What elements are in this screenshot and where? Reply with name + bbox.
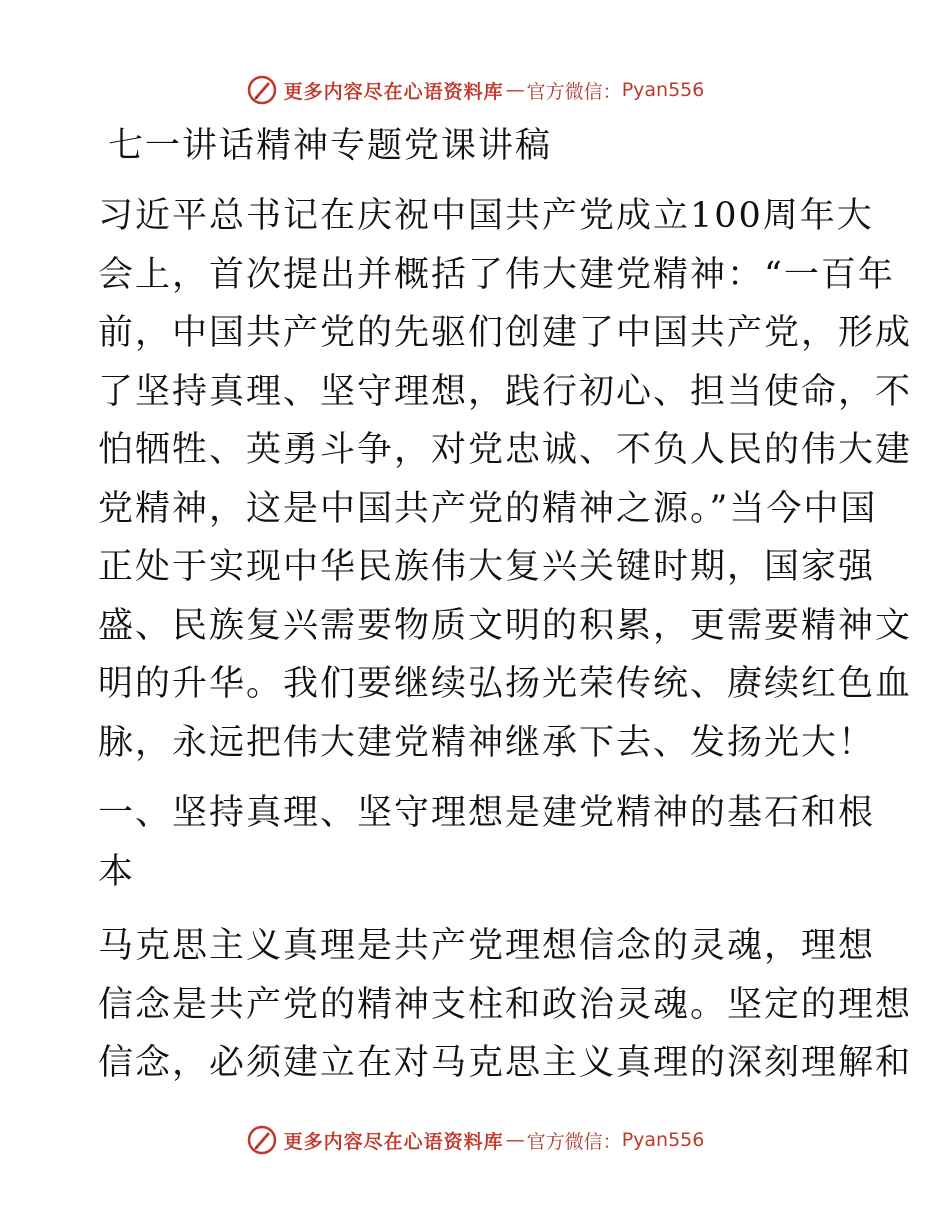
paragraph-line: 马克思主义真理是共产党理想信念的灵魂，理想 [98, 926, 876, 966]
watermark-site-text: 更多内容尽在心语资料库 [283, 80, 504, 103]
document-body [98, 118, 913, 1093]
paragraph-line: 党精神，这是中国共产党的精神之源。”当今中国 [98, 488, 878, 529]
section-heading-1 [98, 784, 876, 901]
paragraph-section-1 [98, 917, 913, 1093]
footer-watermark [0, 1120, 950, 1160]
paragraph-line: 信念是共产党的精神支柱和政治灵魂。坚定的理想 [98, 984, 913, 1025]
paragraph-line: 了坚持真理、坚守理想，践行初心、担当使命，不 [98, 371, 913, 412]
paragraph-line: 明的升华。我们要继续弘扬光荣传统、赓续红色血 [98, 664, 913, 704]
paragraph-line: 怕牺牲、英勇斗争，对党忠诚、不负人民的伟大建 [98, 430, 913, 470]
watermark-wechat-id: Pyan556 [621, 79, 705, 101]
paragraph-intro [98, 187, 913, 772]
quill-logo-icon [246, 1124, 278, 1156]
heading-line: 本 [98, 851, 136, 892]
paragraph-line: 正处于实现中华民族伟大复兴关键时期，国家强 [98, 547, 876, 587]
watermark-site-text: 更多内容尽在心语资料库 [283, 1130, 504, 1153]
quill-logo-icon [246, 74, 278, 106]
heading-line: 一、坚持真理、坚守理想是建党精神的基石和根 [98, 793, 876, 833]
watermark-wechat-label: 官方微信： [526, 1130, 622, 1153]
watermark-wechat-id: Pyan556 [621, 1129, 705, 1151]
header-watermark [0, 70, 950, 110]
paragraph-line: 盛、民族复兴需要物质文明的积累，更需要精神文 [98, 605, 913, 646]
paragraph-line: 脉，永远把伟大建党精神继承下去、发扬光大！ [98, 722, 876, 763]
watermark-separator: — [505, 79, 525, 101]
paragraph-line: 信念，必须建立在对马克思主义真理的深刻理解和 [98, 1043, 913, 1083]
watermark-wechat-label: 官方微信： [526, 80, 622, 103]
watermark-separator: — [505, 1129, 525, 1151]
paragraph-line: 习近平总书记在庆祝中国共产党成立100周年大 [98, 196, 874, 236]
paragraph-line: 前，中国共产党的先驱们创建了中国共产党，形成 [98, 313, 913, 353]
document-title: 七一讲话精神专题党课讲稿 [108, 126, 553, 166]
paragraph-line: 会上，首次提出并概括了伟大建党精神：“一百年 [98, 254, 895, 295]
